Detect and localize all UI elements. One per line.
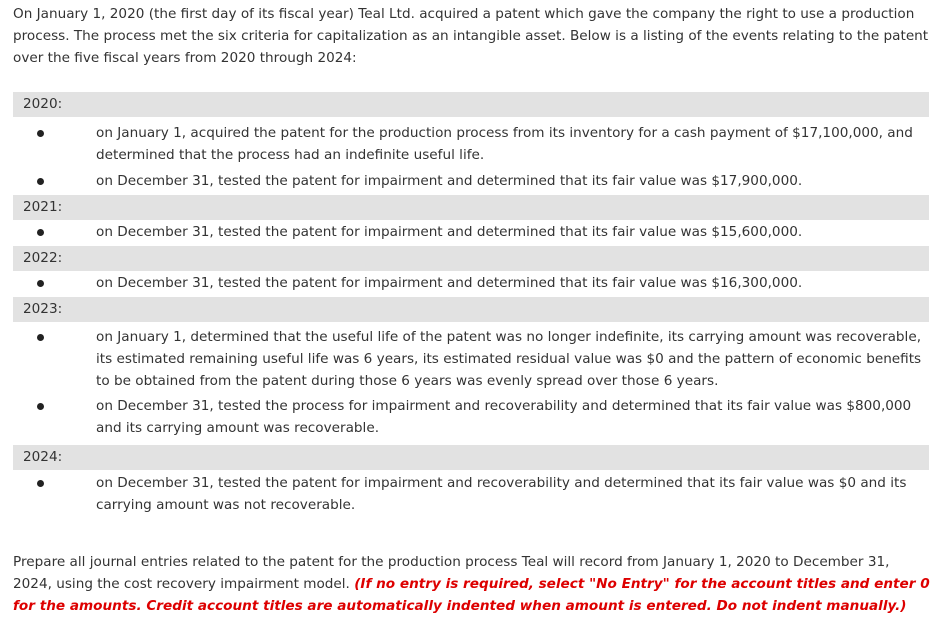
year-header-2022: 2022: [13, 246, 929, 271]
bullet-icon [37, 178, 44, 185]
bullet-icon [37, 280, 44, 287]
event-row [13, 322, 929, 392]
year-header-2023: 2023: [13, 297, 929, 322]
events-table [13, 92, 929, 516]
event-text: on January 1, acquired the patent for the production process from its inventory for a cash payment of $17,100,000, and determined that the process had an indefinite useful life. [96, 125, 913, 163]
instructions-note: (If no entry is required, select "No Entry" for the account titles and enter 0 for the amounts. Credit account titles are automatically indented when amount is entered. Do not indent manually.) [13, 576, 930, 614]
event-row [13, 271, 929, 297]
year-header-2021: 2021: [13, 195, 929, 220]
bullet-icon [37, 229, 44, 236]
event-text: on December 31, tested the patent for impairment and determined that its fair value was $16,300,000. [96, 275, 803, 291]
event-row [13, 220, 929, 246]
instructions-text: Prepare all journal entries related to the patent for the production process Teal will record from January 1, 2020 to December 31, 2024, using the cost recovery impairment model. [13, 554, 890, 592]
event-row [13, 117, 929, 166]
event-row [13, 392, 929, 445]
event-text: on December 31, tested the patent for impairment and recoverability and determined that its fair value was $0 and its carrying amount was not recoverable. [96, 475, 907, 513]
year-header-2020: 2020: [13, 92, 929, 117]
bullet-icon [37, 403, 44, 410]
instructions-section [13, 551, 931, 617]
instructions-paragraph [13, 551, 931, 617]
year-header-2024: 2024: [13, 445, 929, 470]
event-row [13, 470, 929, 516]
event-text: on December 31, tested the process for impairment and recoverability and determined that its fair value was $800,000 and its carrying amount was recoverable. [96, 398, 912, 436]
event-text: on December 31, tested the patent for impairment and determined that its fair value was $15,600,000. [96, 224, 803, 240]
intro-paragraph: On January 1, 2020 (the first day of its fiscal year) Teal Ltd. acquired a patent which gave the company the right to use a production process. The process met the six criteria for capitalization as an intangible asset. Below is a listing of the events relating to the patent over the five fiscal years from 2020 through 2024: [13, 6, 929, 66]
event-row [13, 166, 929, 195]
event-text: on December 31, tested the patent for impairment and determined that its fair value was $17,900,000. [96, 173, 803, 189]
event-text: on January 1, determined that the useful life of the patent was no longer indefinite, its carrying amount was recoverable, its estimated remaining useful life was 6 years, its estimated residual value was $0 and the pattern of economic benefits to be obtained from the patent during those 6 years was evenly spread over those 6 years. [96, 329, 922, 389]
bullet-icon [37, 334, 44, 341]
bullet-icon [37, 130, 44, 137]
bullet-icon [37, 480, 44, 487]
intro-section [13, 3, 929, 69]
